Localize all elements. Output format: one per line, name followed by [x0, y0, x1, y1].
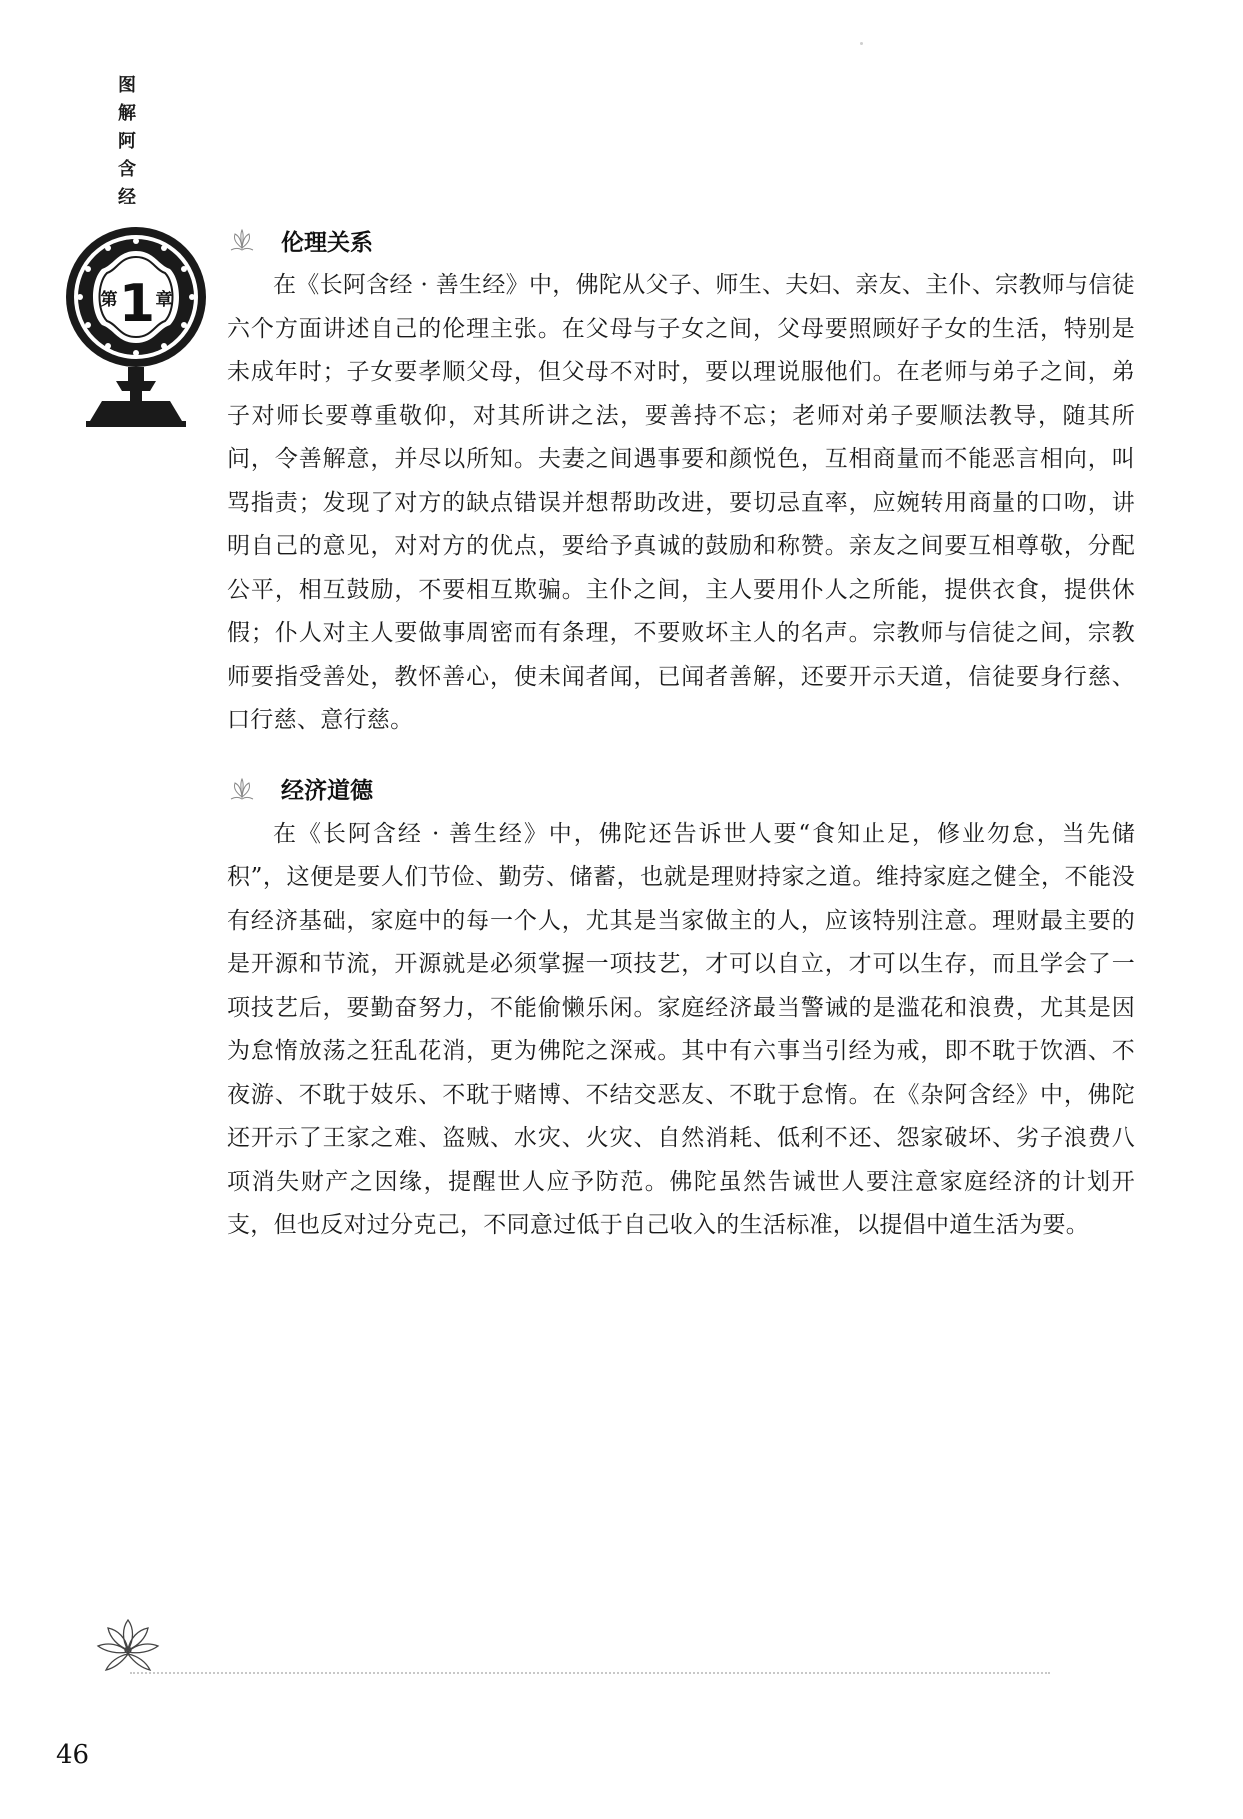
- book-title-char: 经: [118, 187, 136, 208]
- chapter-number: 1: [118, 274, 156, 334]
- section-heading-row: [227, 220, 1135, 260]
- book-title-char: 含: [118, 159, 136, 180]
- scan-speck: [860, 42, 863, 45]
- section-paragraph: 在《长阿含经 · 善生经》中，佛陀还告诉世人要“食知止足，修业勿怠，当先储积”，这便是要人们节俭、勤劳、储蓄，也就是理财持家之道。维持家庭之健全，不能没有经济基础，家庭中的每一个人，尤其是当家做主的人，应该特别注意。理财最主要的是开源和节流，开源就是必须掌握一项技艺，才可以自立，才可以生存，而且学会了一项技艺后，要勤奋努力，不能偷懒乐闲。家庭经济最当警诫的是滥花和浪费，尤其是因为怠惰放荡之狂乱花消，更为佛陀之深戒。其中有六事当引经为戒，即不耽于饮酒、不夜游、不耽于妓乐、不耽于赌博、不结交恶友、不耽于怠惰。在《杂阿含经》中，佛陀还开示了王家之难、盗贼、水灾、火灾、自然消耗、低利不还、怨家破坏、劣子浪费八项消失财产之因缘，提醒世人应予防范。佛陀虽然告诫世人要注意家庭经济的计划开支，但也反对过分克己，不同意过低于自己收入的生活标准，以提倡中道生活为要。: [227, 820, 1135, 1238]
- book-title-char: 解: [118, 103, 136, 124]
- book-title-char: 阿: [118, 131, 136, 152]
- section-heading: 伦理关系: [281, 229, 373, 256]
- flower-bullet-icon: [225, 775, 259, 803]
- running-book-title: [112, 72, 142, 212]
- section-heading-row: [227, 769, 1135, 809]
- section-economics: [227, 769, 1135, 1248]
- chapter-badge: [62, 225, 210, 445]
- main-content: [227, 220, 1135, 1248]
- chapter-medallion-icon: [62, 225, 210, 445]
- section-heading: 经济道德: [281, 778, 373, 804]
- book-title-char: 图: [118, 75, 136, 96]
- chapter-prefix: 第: [100, 290, 118, 310]
- flower-bullet-icon: [225, 226, 259, 254]
- section-ethics: [227, 220, 1135, 743]
- chapter-suffix: 章: [155, 290, 173, 310]
- page-number: 46: [56, 1740, 90, 1770]
- footer-dotted-rule: [130, 1672, 1050, 1674]
- section-paragraph: 在《长阿含经 · 善生经》中，佛陀从父子、师生、夫妇、亲友、主仆、宗教师与信徒六个方面讲述自己的伦理主张。在父母与子女之间，父母要照顾好子女的生活，特别是未成年时；子女要孝顺父母，但父母不对时，要以理说服他们。在老师与弟子之间，弟子对师长要尊重敬仰，对其所讲之法，要善持不忘；老师对弟子要顺法教导，随其所问，令善解意，并尽以所知。夫妻之间遇事要和颜悦色，互相商量而不能恶言相向，叫骂指责；发现了对方的缺点错误并想帮助改进，要切忌直率，应婉转用商量的口吻，讲明自己的意见，对对方的优点，要给予真诚的鼓励和称赞。亲友之间要互相尊敬，分配公平，相互鼓励，不要相互欺骗。主仆之间，主人要用仆人之所能，提供衣食，提供休假；仆人对主人要做事周密而有条理，不要败坏主人的名声。宗教师与信徒之间，宗教师要指受善处，教怀善心，使未闻者闻，已闻者善解，还要开示天道，信徒要身行慈、口行慈、意行慈。: [227, 272, 1135, 733]
